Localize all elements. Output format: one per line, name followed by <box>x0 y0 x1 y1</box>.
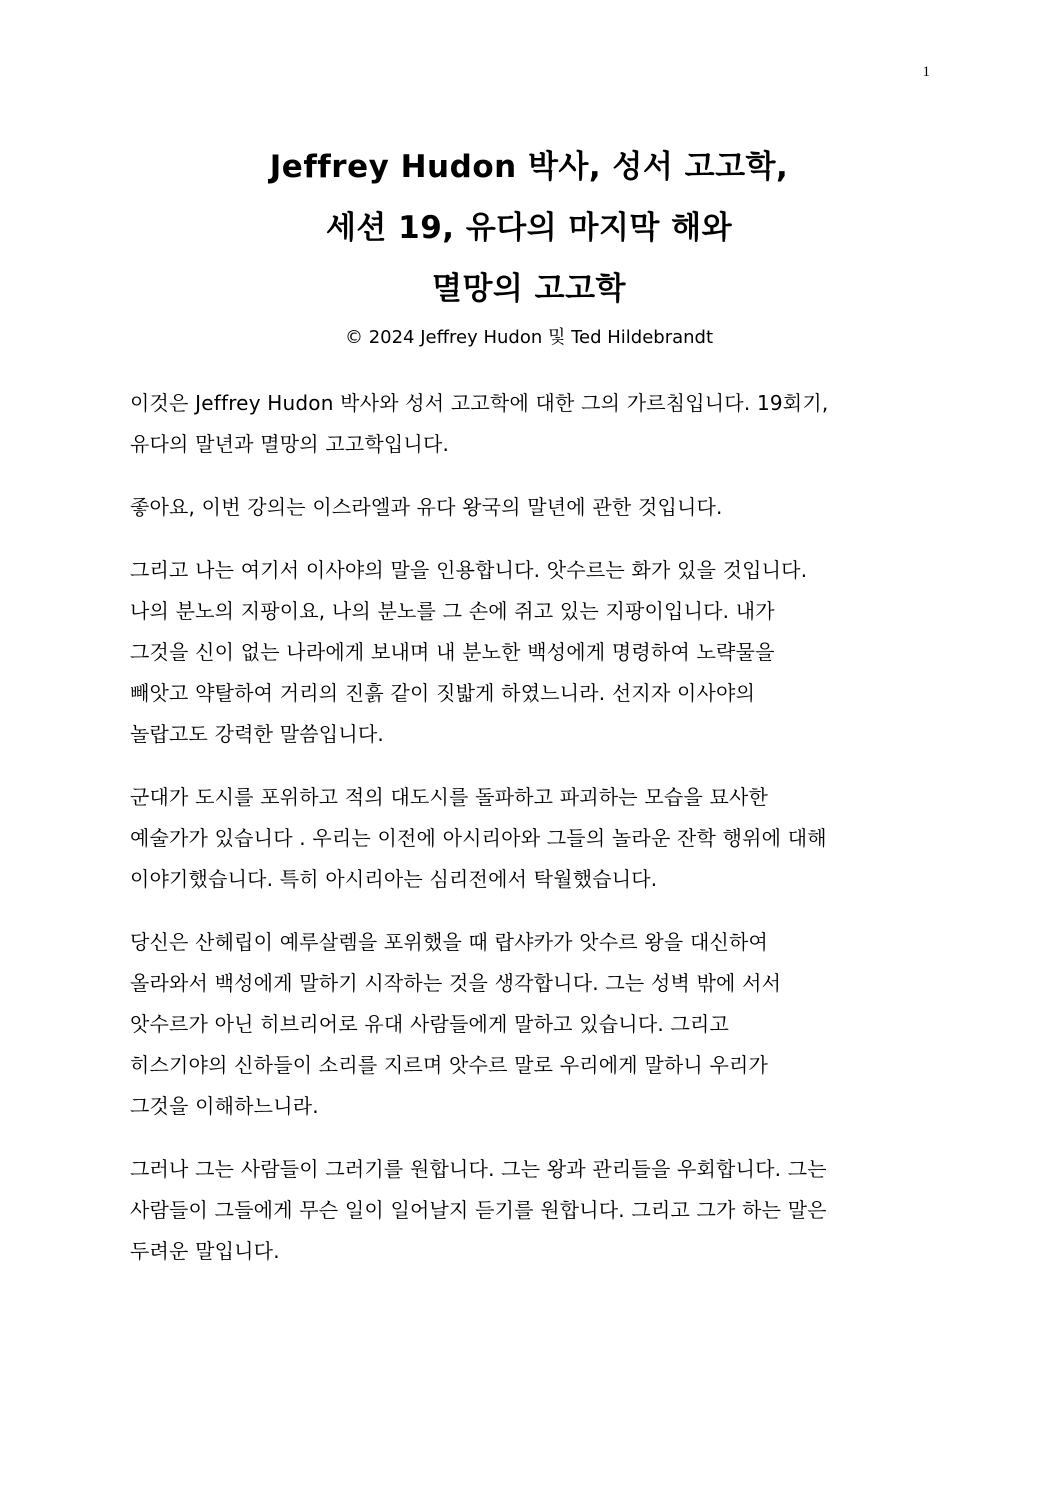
text-line: 군대가 도시를 포위하고 적의 대도시를 돌파하고 파괴하는 모습을 묘사한 <box>130 785 769 809</box>
title-block <box>0 137 1058 352</box>
page-number: 1 <box>922 64 930 80</box>
paragraph-fearful-words <box>130 1149 940 1272</box>
text-line: 그리고 나는 여기서 이사야의 말을 인용합니다. 앗수르는 화가 있을 것입니다. <box>130 558 808 582</box>
text-line: 좋아요, 이번 강의는 이스라엘과 유다 왕국의 말년에 관한 것입니다. <box>130 495 723 519</box>
document-title-line-1: Jeffrey Hudon 박사, 성서 고고학, <box>269 149 789 185</box>
paragraph-intro <box>130 383 940 465</box>
text-line: 두려운 말입니다. <box>130 1239 280 1263</box>
text-line: 그러나 그는 사람들이 그러기를 원합니다. 그는 왕과 관리들을 우회합니다. 그는 <box>130 1157 827 1181</box>
text-line: 앗수르가 아닌 히브리어로 유대 사람들에게 말하고 있습니다. 그리고 <box>130 1012 730 1036</box>
paragraph-assyria-art <box>130 777 940 900</box>
text-line: 올라와서 백성에게 말하기 시작하는 것을 생각합니다. 그는 성벽 밖에 서서 <box>130 971 782 995</box>
paragraph-topic <box>130 487 940 528</box>
text-line: 이야기했습니다. 특히 아시리아는 심리전에서 탁월했습니다. <box>130 867 658 891</box>
text-line: 빼앗고 약탈하여 거리의 진흙 같이 짓밟게 하였느니라. 선지자 이사야의 <box>130 681 756 705</box>
text-line: 이것은 Jeffrey Hudon 박사와 성서 고고학에 대한 그의 가르침입니다. 19회기, <box>130 391 829 415</box>
document-title-line-2: 세션 19, 유다의 마지막 해와 <box>325 210 733 246</box>
text-line: 당신은 산헤립이 예루살렘을 포위했을 때 랍샤카가 앗수르 왕을 대신하여 <box>130 930 769 954</box>
document-body <box>130 383 940 1294</box>
text-line: 유다의 말년과 멸망의 고고학입니다. <box>130 432 450 456</box>
document-title-line-3: 멸망의 고고학 <box>432 271 626 307</box>
text-line: 그것을 신이 없는 나라에게 보내며 내 분노한 백성에게 명령하여 노략물을 <box>130 640 775 664</box>
text-line: 놀랍고도 강력한 말씀입니다. <box>130 722 384 746</box>
text-line: 사람들이 그들에게 무슨 일이 일어날지 듣기를 원합니다. 그리고 그가 하는 말은 <box>130 1198 827 1222</box>
paragraph-rabshakeh <box>130 922 940 1127</box>
copyright-line: © 2024 Jeffrey Hudon 및 Ted Hildebrandt <box>344 327 714 348</box>
paragraph-isaiah-quote <box>130 550 940 755</box>
text-line: 히스기야의 신하들이 소리를 지르며 앗수르 말로 우리에게 말하니 우리가 <box>130 1053 769 1077</box>
text-line: 예술가가 있습니다 . 우리는 이전에 아시리아와 그들의 놀라운 잔학 행위에 대해 <box>130 826 827 850</box>
text-line: 나의 분노의 지팡이요, 나의 분노를 그 손에 쥐고 있는 지팡이입니다. 내가 <box>130 599 775 623</box>
text-line: 그것을 이해하느니라. <box>130 1094 319 1118</box>
